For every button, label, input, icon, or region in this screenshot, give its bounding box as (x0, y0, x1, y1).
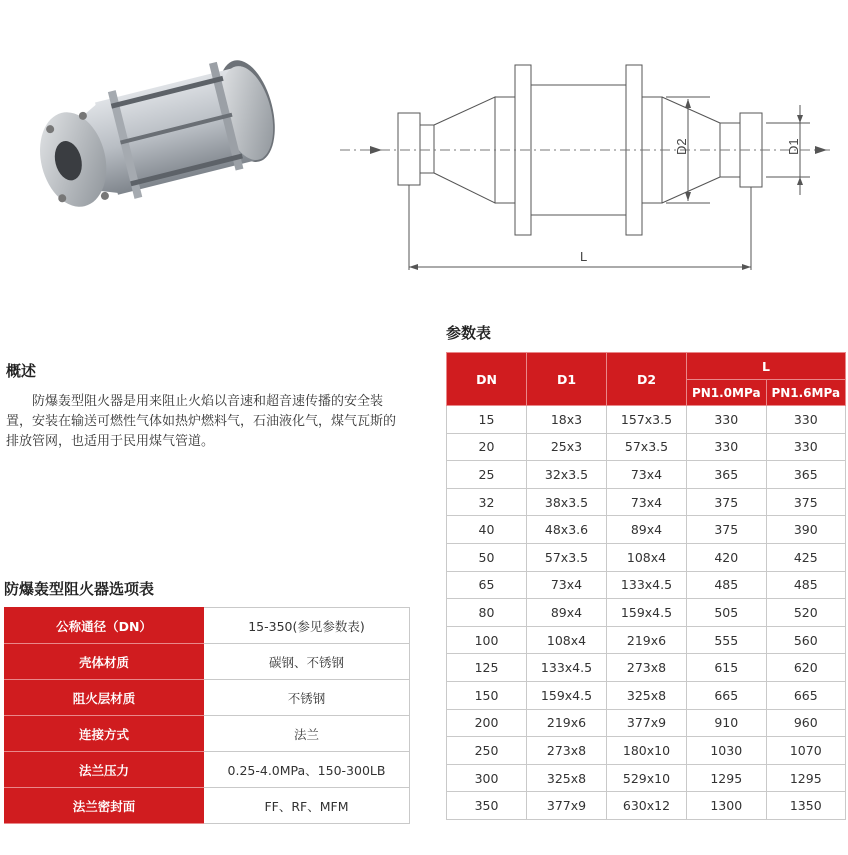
cell-pn16: 330 (766, 406, 846, 434)
option-value: FF、RF、MFM (204, 788, 410, 824)
cell-d1: 73x4 (527, 571, 607, 599)
cell-pn10: 505 (687, 599, 767, 627)
cell-pn10: 375 (687, 516, 767, 544)
col-header-pn10: PN1.0MPa (687, 380, 767, 406)
cell-d1: 48x3.6 (527, 516, 607, 544)
cell-pn10: 665 (687, 681, 767, 709)
cell-d1: 133x4.5 (527, 654, 607, 682)
params-body (447, 406, 846, 820)
cell-d1: 32x3.5 (527, 461, 607, 489)
col-header-l: L (687, 353, 846, 380)
cell-d1: 57x3.5 (527, 543, 607, 571)
table-row (447, 571, 846, 599)
cell-pn16: 330 (766, 433, 846, 461)
cell-d2: 108x4 (607, 543, 687, 571)
table-row (447, 599, 846, 627)
cell-d2: 57x3.5 (607, 433, 687, 461)
table-row (447, 516, 846, 544)
table-row (447, 792, 846, 820)
cell-d2: 89x4 (607, 516, 687, 544)
cell-pn10: 555 (687, 626, 767, 654)
cell-d1: 273x8 (527, 737, 607, 765)
table-row (5, 608, 410, 644)
cell-d1: 38x3.5 (527, 488, 607, 516)
product-photo (12, 45, 292, 245)
option-key: 法兰密封面 (5, 788, 204, 824)
table-row (447, 681, 846, 709)
col-header-pn16: PN1.6MPa (766, 380, 846, 406)
cell-dn: 350 (447, 792, 527, 820)
cell-d1: 159x4.5 (527, 681, 607, 709)
cell-pn10: 420 (687, 543, 767, 571)
length-label: L (580, 249, 588, 264)
d2-label: D2 (674, 138, 689, 155)
table-row (447, 433, 846, 461)
cell-pn10: 1300 (687, 792, 767, 820)
cell-d1: 25x3 (527, 433, 607, 461)
cell-dn: 200 (447, 709, 527, 737)
table-row (447, 764, 846, 792)
cell-dn: 25 (447, 461, 527, 489)
col-header-d2: D2 (607, 353, 687, 406)
table-row (5, 716, 410, 752)
cell-d2: 180x10 (607, 737, 687, 765)
table-row (447, 543, 846, 571)
option-key: 壳体材质 (5, 644, 204, 680)
cell-d2: 325x8 (607, 681, 687, 709)
cell-dn: 100 (447, 626, 527, 654)
col-header-d1: D1 (527, 353, 607, 406)
cell-d2: 273x8 (607, 654, 687, 682)
table-row (5, 788, 410, 824)
cell-pn16: 425 (766, 543, 846, 571)
cell-d1: 325x8 (527, 764, 607, 792)
cell-d2: 157x3.5 (607, 406, 687, 434)
options-title: 防爆轰型阻火器选项表 (4, 580, 155, 598)
cell-pn16: 560 (766, 626, 846, 654)
table-row (447, 488, 846, 516)
cell-pn16: 390 (766, 516, 846, 544)
table-row (447, 654, 846, 682)
header-row (447, 353, 846, 380)
cell-d1: 377x9 (527, 792, 607, 820)
cell-dn: 125 (447, 654, 527, 682)
cell-d2: 529x10 (607, 764, 687, 792)
cell-pn10: 615 (687, 654, 767, 682)
table-row (5, 752, 410, 788)
cell-dn: 80 (447, 599, 527, 627)
cell-d2: 377x9 (607, 709, 687, 737)
cell-d2: 133x4.5 (607, 571, 687, 599)
cell-d2: 73x4 (607, 488, 687, 516)
cell-pn10: 1030 (687, 737, 767, 765)
table-row (5, 644, 410, 680)
cell-d2: 630x12 (607, 792, 687, 820)
params-table (446, 352, 846, 820)
table-row (447, 626, 846, 654)
option-value: 不锈钢 (204, 680, 410, 716)
cell-pn16: 375 (766, 488, 846, 516)
cell-pn16: 665 (766, 681, 846, 709)
cell-pn10: 910 (687, 709, 767, 737)
cell-dn: 300 (447, 764, 527, 792)
cell-dn: 32 (447, 488, 527, 516)
option-key: 法兰压力 (5, 752, 204, 788)
cell-pn10: 485 (687, 571, 767, 599)
cell-pn10: 1295 (687, 764, 767, 792)
cell-d1: 108x4 (527, 626, 607, 654)
cell-d2: 159x4.5 (607, 599, 687, 627)
table-row (447, 406, 846, 434)
cell-dn: 250 (447, 737, 527, 765)
cell-dn: 150 (447, 681, 527, 709)
table-row (447, 709, 846, 737)
cell-d1: 219x6 (527, 709, 607, 737)
cell-pn16: 620 (766, 654, 846, 682)
cell-dn: 40 (447, 516, 527, 544)
cell-pn16: 365 (766, 461, 846, 489)
dimension-drawing (330, 55, 840, 285)
cell-pn16: 1350 (766, 792, 846, 820)
option-value: 法兰 (204, 716, 410, 752)
option-value: 碳钢、不锈钢 (204, 644, 410, 680)
option-value: 0.25-4.0MPa、150-300LB (204, 752, 410, 788)
option-value: 15-350(参见参数表) (204, 608, 410, 644)
option-key: 阻火层材质 (5, 680, 204, 716)
cell-d1: 89x4 (527, 599, 607, 627)
overview-text: 防爆轰型阻火器是用来阻止火焰以音速和超音速传播的安全装置，安装在输送可燃性气体如热炉燃料气，石油液化气，煤气瓦斯的排放管网，也适用于民用煤气管道。 (6, 394, 397, 449)
cell-d2: 219x6 (607, 626, 687, 654)
overview-title: 概述 (6, 362, 37, 380)
table-row (447, 737, 846, 765)
cell-pn10: 375 (687, 488, 767, 516)
cell-pn16: 1295 (766, 764, 846, 792)
cell-dn: 15 (447, 406, 527, 434)
option-key: 公称通径（DN） (5, 608, 204, 644)
cell-dn: 50 (447, 543, 527, 571)
table-row (5, 680, 410, 716)
option-key: 连接方式 (5, 716, 204, 752)
col-header-dn: DN (447, 353, 527, 406)
cell-dn: 20 (447, 433, 527, 461)
cell-pn10: 330 (687, 406, 767, 434)
cell-d1: 18x3 (527, 406, 607, 434)
cell-pn16: 520 (766, 599, 846, 627)
cell-dn: 65 (447, 571, 527, 599)
options-table (4, 607, 410, 824)
cell-d2: 73x4 (607, 461, 687, 489)
table-row (447, 461, 846, 489)
cell-pn16: 1070 (766, 737, 846, 765)
params-title: 参数表 (446, 324, 492, 342)
cell-pn10: 330 (687, 433, 767, 461)
cell-pn16: 485 (766, 571, 846, 599)
d1-label: D1 (786, 138, 801, 155)
cell-pn16: 960 (766, 709, 846, 737)
cell-pn10: 365 (687, 461, 767, 489)
